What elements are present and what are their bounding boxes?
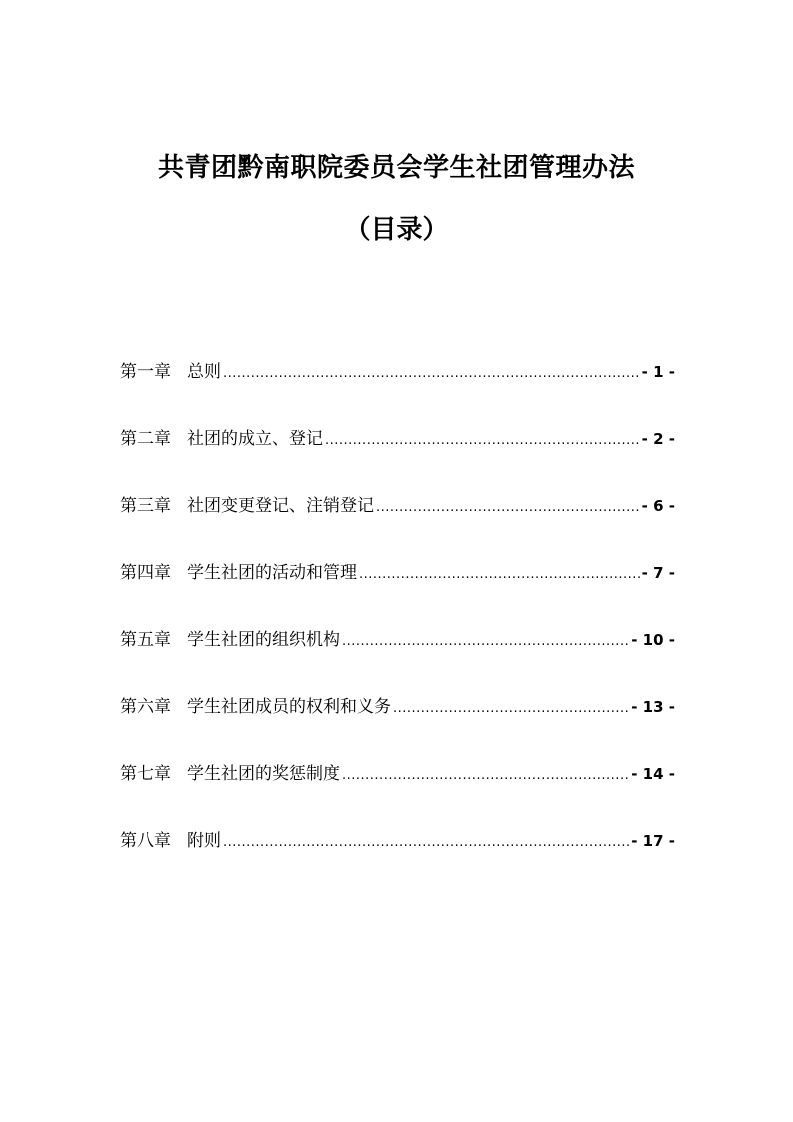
toc-chapter-number: 第三章: [120, 496, 171, 516]
toc-entry-chapter-3[interactable]: [120, 488, 675, 555]
toc-chapter-number: 第六章: [120, 697, 171, 717]
table-of-contents: [120, 354, 675, 890]
toc-dot-leader: [342, 624, 629, 660]
toc-page-number: - 7 -: [641, 564, 675, 582]
toc-chapter-number: 第四章: [120, 563, 171, 583]
toc-page-number: - 1 -: [641, 363, 675, 381]
document-subtitle: （目录）: [344, 215, 449, 245]
toc-entry-chapter-1[interactable]: [120, 354, 675, 421]
toc-chapter-heading: 学生社团成员的权利和义务: [187, 697, 391, 717]
toc-dot-leader: [325, 423, 640, 459]
toc-entry-chapter-7[interactable]: [120, 756, 675, 823]
toc-entry-chapter-4[interactable]: [120, 555, 675, 622]
toc-page-number: - 17 -: [631, 832, 675, 850]
toc-dot-leader: [342, 758, 629, 794]
toc-chapter-number: 第五章: [120, 630, 171, 650]
toc-chapter-heading: 社团变更登记、注销登记: [187, 496, 374, 516]
toc-chapter-number: 第八章: [120, 831, 171, 851]
document-title: 共青团黔南职院委员会学生社团管理办法: [157, 153, 635, 183]
toc-chapter-heading: 学生社团的奖惩制度: [187, 764, 340, 784]
toc-chapter-heading: 学生社团的组织机构: [187, 630, 340, 650]
toc-entry-chapter-2[interactable]: [120, 421, 675, 488]
toc-dot-leader: [223, 825, 629, 861]
toc-entry-chapter-6[interactable]: [120, 689, 675, 756]
toc-chapter-heading: 学生社团的活动和管理: [187, 563, 357, 583]
toc-dot-leader: [376, 490, 640, 526]
toc-chapter-number: 第二章: [120, 429, 171, 449]
toc-dot-leader: [393, 691, 629, 727]
toc-chapter-heading: 附则: [187, 831, 221, 851]
toc-dot-leader: [359, 557, 640, 593]
toc-chapter-number: 第七章: [120, 764, 171, 784]
toc-entry-chapter-8[interactable]: [120, 823, 675, 890]
toc-page-number: - 6 -: [641, 497, 675, 515]
toc-chapter-number: 第一章: [120, 362, 171, 382]
toc-chapter-heading: 社团的成立、登记: [187, 429, 323, 449]
toc-page-number: - 10 -: [631, 631, 675, 649]
toc-page-number: - 13 -: [631, 698, 675, 716]
toc-entry-chapter-5[interactable]: [120, 622, 675, 689]
toc-dot-leader: [223, 356, 640, 392]
toc-page-number: - 14 -: [631, 765, 675, 783]
toc-page-number: - 2 -: [641, 430, 675, 448]
toc-chapter-heading: 总则: [187, 362, 221, 382]
